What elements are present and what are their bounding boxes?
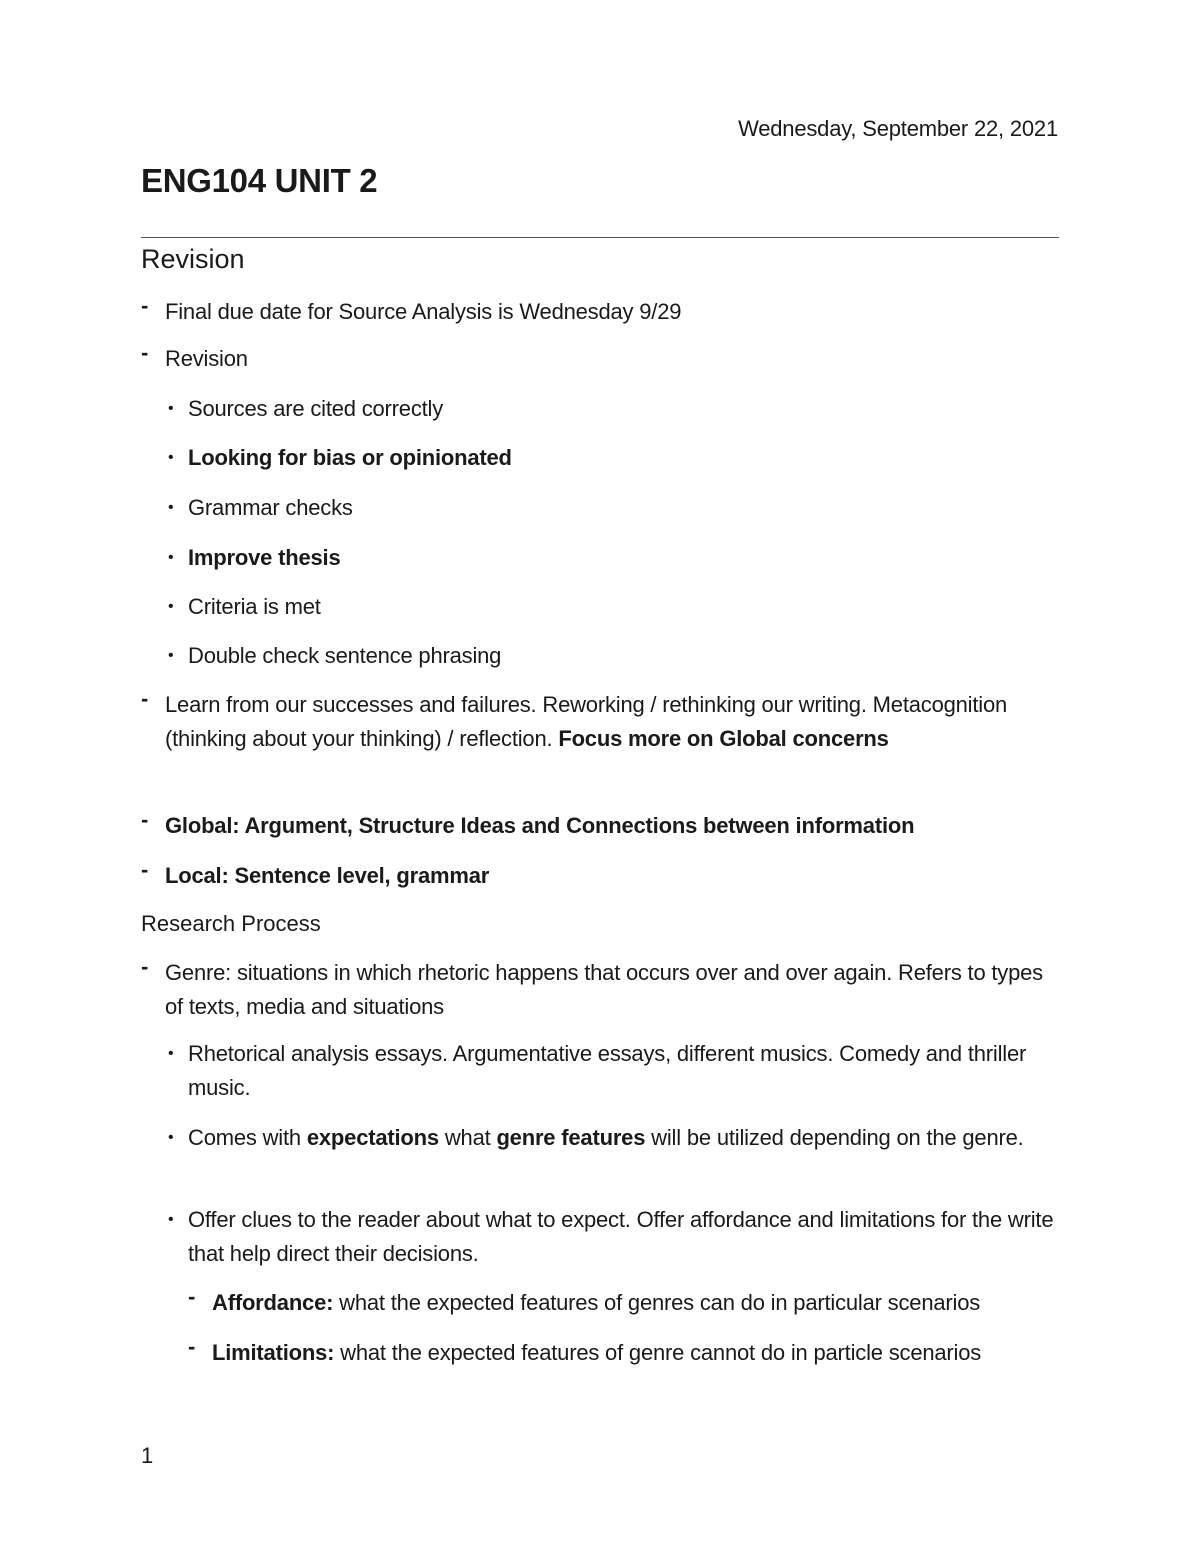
item-label: Limitations: <box>212 1340 335 1365</box>
bullet-marker: • <box>168 598 174 615</box>
section-heading-revision: Revision <box>141 244 245 274</box>
title-divider <box>141 237 1059 238</box>
list-item <box>168 392 1058 426</box>
item-label: Affordance: <box>212 1290 334 1315</box>
list-item <box>168 590 1058 624</box>
dash-marker: - <box>141 857 149 882</box>
item-text: Revision <box>165 346 248 371</box>
list-item <box>168 1203 1058 1271</box>
item-text: Global: Argument, Structure Ideas and Connections between information <box>165 813 915 838</box>
list-item <box>168 441 1058 475</box>
list-item <box>141 293 1055 329</box>
dash-marker: - <box>141 686 149 711</box>
item-text: Final due date for Source Analysis is Wednesday 9/29 <box>165 299 682 324</box>
list-item <box>188 1334 1072 1370</box>
bullet-marker: • <box>168 1211 174 1228</box>
item-text: Grammar checks <box>188 495 353 520</box>
list-item <box>141 857 1055 893</box>
item-text-bold: genre features <box>496 1125 646 1150</box>
list-item <box>141 340 1055 376</box>
dash-marker: - <box>141 807 149 832</box>
item-text: will be utilized depending on the genre. <box>645 1125 1024 1150</box>
page-title: ENG104 UNIT 2 <box>141 162 378 199</box>
item-text: Local: Sentence level, grammar <box>165 863 490 888</box>
item-text: Comes with <box>188 1125 307 1150</box>
dash-marker: - <box>141 954 149 979</box>
list-item <box>141 807 1055 843</box>
section-heading-research: Research Process <box>141 911 321 936</box>
item-text: Looking for bias or opinionated <box>188 445 512 470</box>
list-item <box>168 639 1058 673</box>
list-item <box>168 1121 1058 1155</box>
list-item <box>188 1284 1072 1320</box>
bullet-marker: • <box>168 647 174 664</box>
item-text: what the expected features of genres can do in particular scenarios <box>333 1290 981 1315</box>
dash-marker: - <box>141 293 149 318</box>
item-text-bold: Focus more on Global concerns <box>558 726 889 751</box>
dash-marker: - <box>188 1334 196 1359</box>
item-text-bold: expectations <box>306 1125 439 1150</box>
item-text: Sources are cited correctly <box>188 396 444 421</box>
item-text: Learn from our successes and failures. Reworking / rethinking our writing. Metacognition (thinking about your thinking) / reflection. <box>165 692 1008 751</box>
item-text: Rhetorical analysis essays. Argumentative essays, different musics. Comedy and thriller music. <box>188 1041 1027 1100</box>
bullet-marker: • <box>168 549 174 566</box>
bullet-marker: • <box>168 449 174 466</box>
bullet-marker: • <box>168 1045 174 1062</box>
dash-marker: - <box>188 1284 196 1309</box>
list-item <box>141 686 1055 756</box>
bullet-marker: • <box>168 1129 174 1146</box>
item-text: Improve thesis <box>188 545 341 570</box>
note-date: Wednesday, September 22, 2021 <box>738 116 1058 141</box>
dash-marker: - <box>141 340 149 365</box>
item-text: Offer clues to the reader about what to expect. Offer affordance and limitations for the write that help direct their decisions. <box>188 1207 1054 1266</box>
item-text: Genre: situations in which rhetoric happens that occurs over and over again. Refers to types of texts, media and situations <box>165 960 1043 1019</box>
bullet-marker: • <box>168 499 174 516</box>
bullet-marker: • <box>168 400 174 417</box>
item-text: Double check sentence phrasing <box>188 643 502 668</box>
list-item <box>141 954 1055 1024</box>
item-text: Criteria is met <box>188 594 321 619</box>
item-text: what <box>438 1125 497 1150</box>
item-text: what the expected features of genre cannot do in particle scenarios <box>334 1340 982 1365</box>
page-number: 1 <box>141 1443 154 1468</box>
list-item <box>168 491 1058 525</box>
list-item <box>168 1037 1058 1105</box>
list-item <box>168 541 1058 575</box>
